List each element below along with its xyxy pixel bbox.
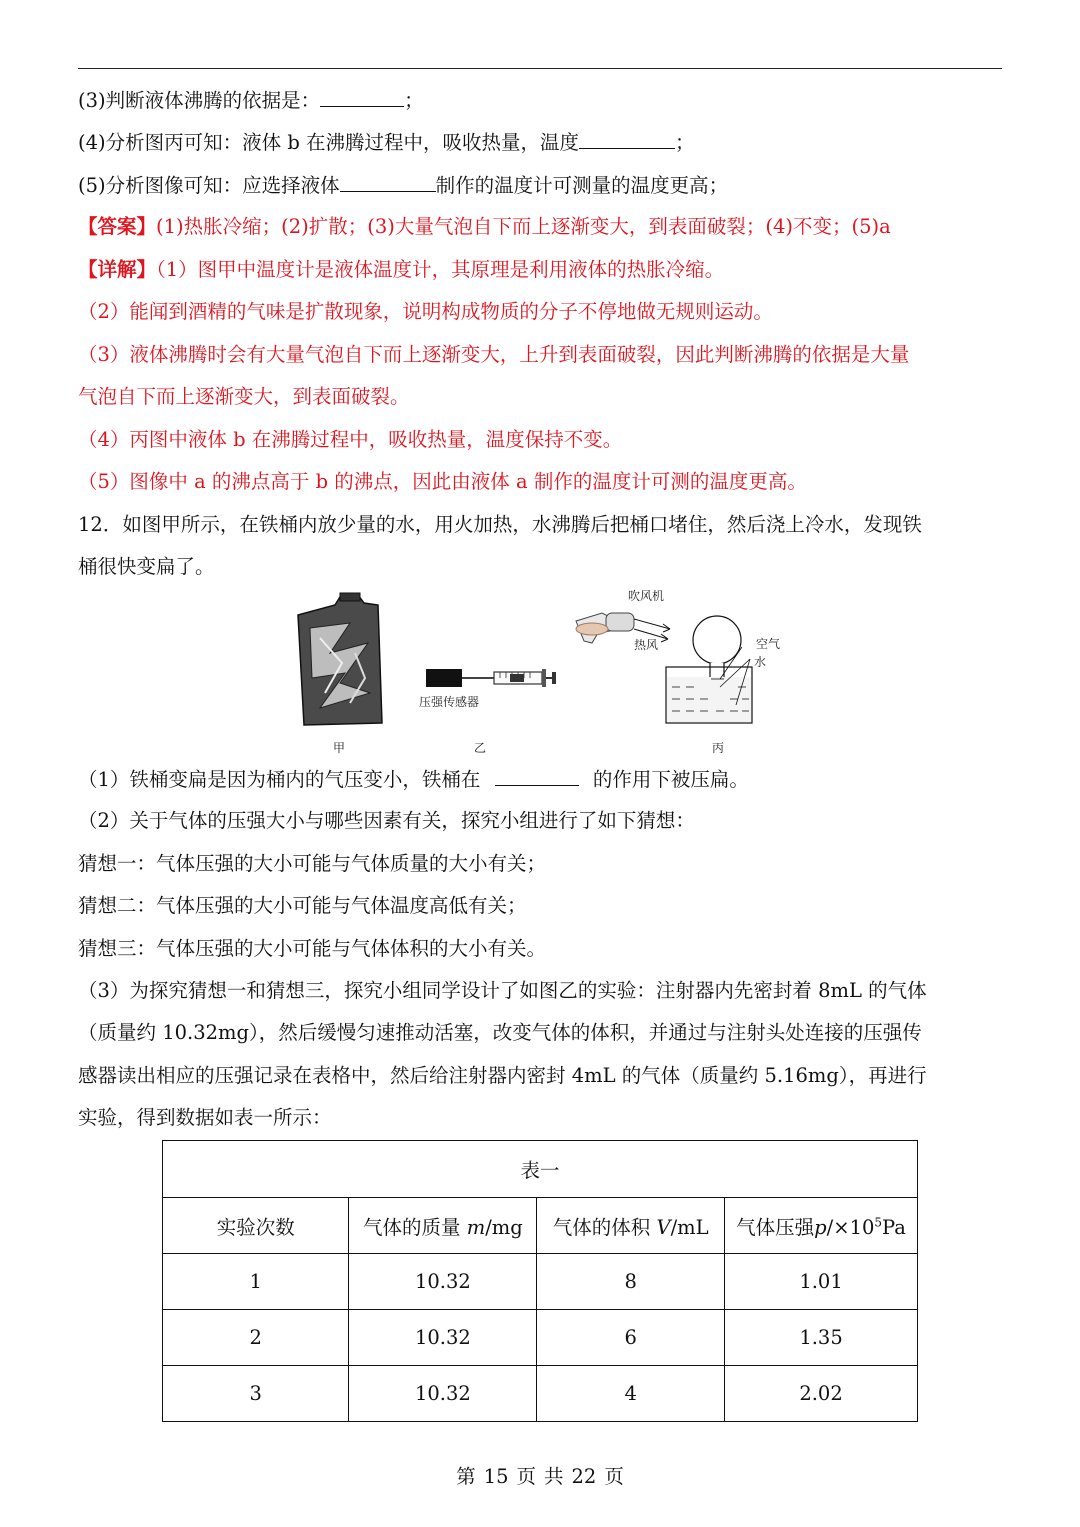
table-title: 表一 (163, 1141, 918, 1198)
table-header-row (163, 1198, 918, 1254)
hairdryer-label: 吹风机 (628, 589, 665, 603)
table-cell: 3 (163, 1366, 349, 1422)
table-cell: 10.32 (349, 1254, 537, 1310)
question-4: (4)分析图丙可知：液体 b 在沸腾过程中，吸收热量，温度 ； (78, 131, 695, 154)
table-cell: 1.01 (725, 1254, 918, 1310)
table-row (163, 1366, 918, 1422)
caption-jia: 甲 (333, 741, 346, 755)
detail-line-3b: 气泡自下而上逐渐变大，到表面破裂。 (78, 385, 410, 408)
header-rule (78, 68, 1002, 69)
caption-yi: 乙 (474, 741, 487, 755)
table-cell: 2 (163, 1310, 349, 1366)
sub-question-3-line2: （质量约 10.32mg），然后缓慢匀速推动活塞，改变气体的体积，并通过与注射头处连接的压强传 (78, 1021, 922, 1044)
sub-question-1: （1）铁桶变扁是因为桶内的气压变小，铁桶在 的作用下被压扁。 (78, 768, 749, 791)
table-cell: 1.35 (725, 1310, 918, 1366)
table-cell: 6 (537, 1310, 725, 1366)
experiment-figure (280, 583, 800, 758)
question-12-line2: 桶很快变扁了。 (78, 555, 215, 578)
guess-1: 猜想一：气体压强的大小可能与气体质量的大小有关； (78, 852, 547, 875)
pressure-sensor-label: 压强传感器 (419, 695, 480, 709)
question-12-line1: 12．如图甲所示，在铁桶内放少量的水，用火加热，水沸腾后把桶口堵住，然后浇上冷水，发现铁 (78, 513, 922, 536)
header-trial: 实验次数 (163, 1198, 349, 1254)
sub-question-3-line3: 感器读出相应的压强记录在表格中，然后给注射器内密封 4mL 的气体（质量约 5.16mg），再进行 (78, 1064, 927, 1087)
data-table (162, 1140, 918, 1422)
table-row (163, 1254, 918, 1310)
question-3: (3)判断液体沸腾的依据是： ； (78, 89, 424, 112)
air-label: 空气 (756, 637, 781, 651)
answer-blank (320, 88, 404, 107)
table-cell: 10.32 (349, 1310, 537, 1366)
answer-blank (579, 130, 675, 149)
table-cell: 10.32 (349, 1366, 537, 1422)
detail-line-2: （2）能闻到酒精的气味是扩散现象，说明构成物质的分子不停地做无规则运动。 (78, 300, 773, 323)
total-pages: 22 (571, 1465, 597, 1488)
table-row (163, 1310, 918, 1366)
sub-question-2: （2）关于气体的压强大小与哪些因素有关，探究小组进行了如下猜想： (78, 809, 695, 832)
table-cell: 4 (537, 1366, 725, 1422)
figure-drawing (280, 583, 800, 758)
hot-air-label: 热风 (634, 638, 659, 652)
answer-blank (495, 767, 579, 786)
guess-2: 猜想二：气体压强的大小可能与气体温度高低有关； (78, 894, 527, 917)
current-page: 15 (483, 1465, 509, 1488)
sub-question-3-line4: 实验，得到数据如表一所示： (78, 1106, 332, 1129)
hairdryer-flask-illustration (576, 613, 752, 723)
guess-3: 猜想三：气体压强的大小可能与气体体积的大小有关。 (78, 937, 547, 960)
sub-question-3-line1: （3）为探究猜想一和猜想三，探究小组同学设计了如图乙的实验：注射器内先密封着 8mL 的气体 (78, 979, 927, 1002)
detail-line-3a: （3）液体沸腾时会有大量气泡自下而上逐渐变大，上升到表面破裂，因此判断沸腾的依据是大量 (78, 343, 910, 366)
page-footer: 第 15 页 共 22 页 (456, 1465, 624, 1488)
table-cell: 2.02 (725, 1366, 918, 1422)
detail-line-4: （4）丙图中液体 b 在沸腾过程中，吸收热量，温度保持不变。 (78, 428, 623, 451)
detail-line-5: （5）图像中 a 的沸点高于 b 的沸点，因此由液体 a 制作的温度计可测的温度更高。 (78, 470, 807, 493)
caption-bing: 丙 (712, 741, 725, 755)
detail-line-1: 【详解】（1）图甲中温度计是液体温度计，其原理是利用液体的热胀冷缩。 (78, 258, 725, 281)
table-cell: 1 (163, 1254, 349, 1310)
crushed-bucket-illustration (298, 593, 382, 725)
question-5: (5)分析图像可知：应选择液体 制作的温度计可测量的温度更高； (78, 174, 729, 197)
syringe-sensor-illustration (426, 669, 556, 687)
answer-blank (340, 173, 436, 192)
water-label: 水 (754, 655, 767, 669)
table-cell: 8 (537, 1254, 725, 1310)
answer-line: 【答案】(1)热胀冷缩；(2)扩散；(3)大量气泡自下而上逐渐变大，到表面破裂；(4)不变；(5)a (78, 215, 891, 238)
header-volume: 气体的体积 V/mL (537, 1198, 725, 1254)
header-mass: 气体的质量 m/mg (349, 1198, 537, 1254)
header-pressure: 气体压强$p/\times 10^5Pa$ (725, 1198, 918, 1254)
